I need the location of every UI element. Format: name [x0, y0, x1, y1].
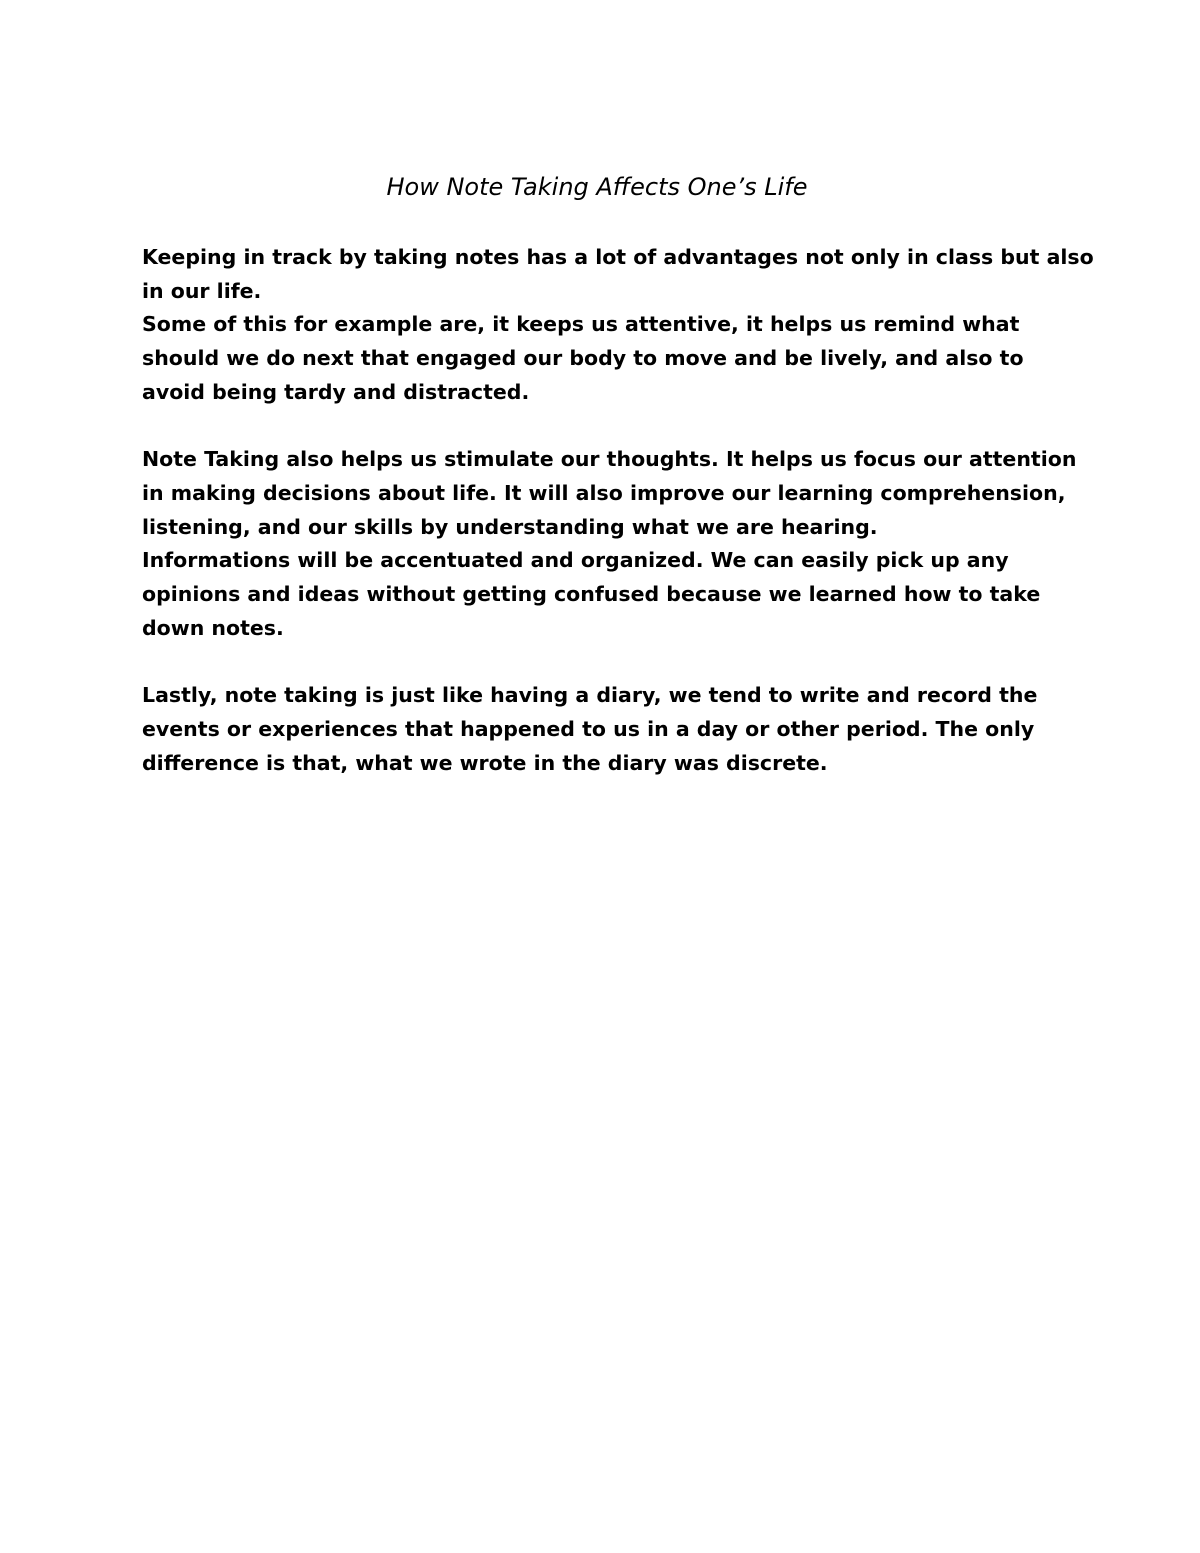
paragraph-line: Lastly, note taking is just like having a diary, we tend to write and record the: [142, 683, 1038, 708]
paragraph-3: [142, 679, 1082, 780]
paragraph-line: difference is that, what we wrote in the diary was discrete.: [142, 750, 828, 775]
paragraph-spacer: [142, 645, 1082, 679]
paragraph-line: in our life.: [142, 278, 262, 303]
paragraph-line: avoid being tardy and distracted.: [142, 379, 530, 404]
paragraph-line: should we do next that engaged our body to move and be lively, and also to: [142, 346, 1024, 371]
paragraph-line: listening, and our skills by understanding what we are hearing.: [142, 514, 878, 539]
paragraph-line: Keeping in track by taking notes has a lot of advantages not only in class but also: [142, 245, 1094, 269]
paragraph-line: Note Taking also helps us stimulate our thoughts. It helps us focus our attention: [142, 447, 1077, 472]
paragraph-2: [142, 443, 1082, 645]
paragraph-line: opinions and ideas without getting confused because we learned how to take: [142, 582, 1041, 607]
document-title: How Note Taking Affects One’s Life: [386, 173, 808, 201]
paragraph-line: events or experiences that happened to us in a day or other period. The only: [142, 716, 1035, 741]
paragraph-line: down notes.: [142, 615, 284, 640]
paragraph-line: Informations will be accentuated and organized. We can easily pick up any: [142, 548, 1009, 573]
paragraph-line: in making decisions about life. It will also improve our learning comprehension,: [142, 480, 1066, 505]
paragraph-line: Some of this for example are, it keeps us attentive, it helps us remind what: [142, 312, 1020, 337]
document-body: [142, 241, 1094, 780]
paragraph-1: [142, 241, 1094, 410]
paragraph-spacer: [142, 410, 1082, 444]
